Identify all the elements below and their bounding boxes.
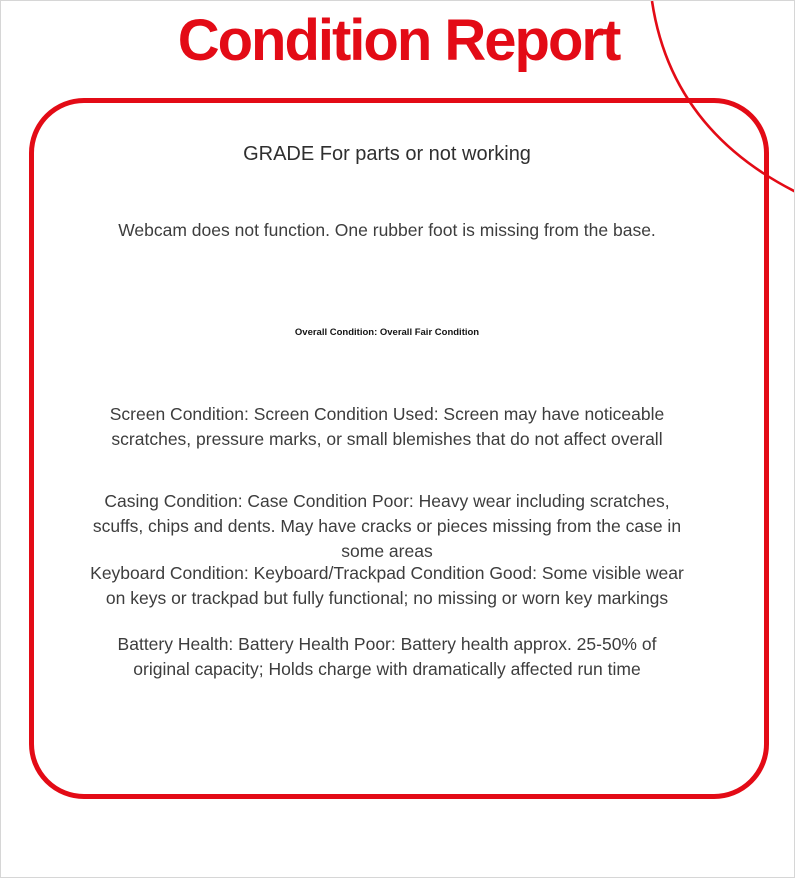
battery-health-line: Battery Health: Battery Health Poor: Battery health approx. 25-50% of xyxy=(117,634,657,654)
casing-condition-line: Casing Condition: Case Condition Poor: Heavy wear including scratches, xyxy=(104,491,670,511)
overall-condition: Overall Condition: Overall Fair Condition xyxy=(294,327,480,338)
keyboard-condition-line: Keyboard Condition: Keyboard/Trackpad Condition Good: Some visible wear xyxy=(90,563,684,583)
battery-health-paragraph xyxy=(51,632,723,682)
screen-condition-line: scratches, pressure marks, or small blemishes that do not affect overall xyxy=(111,429,663,449)
defect-notes: Webcam does not function. One rubber foot is missing from the base. xyxy=(118,220,656,240)
casing-condition-paragraph xyxy=(51,489,723,564)
casing-condition-line: some areas xyxy=(341,541,433,561)
screen-condition-line: Screen Condition: Screen Condition Used: Screen may have noticeable xyxy=(109,404,665,424)
keyboard-condition-line: on keys or trackpad but fully functional; no missing or worn key markings xyxy=(105,588,669,608)
page-title: Condition Report xyxy=(177,8,620,73)
screen-condition-paragraph xyxy=(51,402,723,452)
battery-health-line: original capacity; Holds charge with dramatically affected run time xyxy=(133,659,641,679)
casing-condition-line: scuffs, chips and dents. May have cracks or pieces missing from the case in xyxy=(92,516,682,536)
keyboard-condition-paragraph xyxy=(51,561,723,611)
grade-heading: GRADE For parts or not working xyxy=(243,143,531,165)
